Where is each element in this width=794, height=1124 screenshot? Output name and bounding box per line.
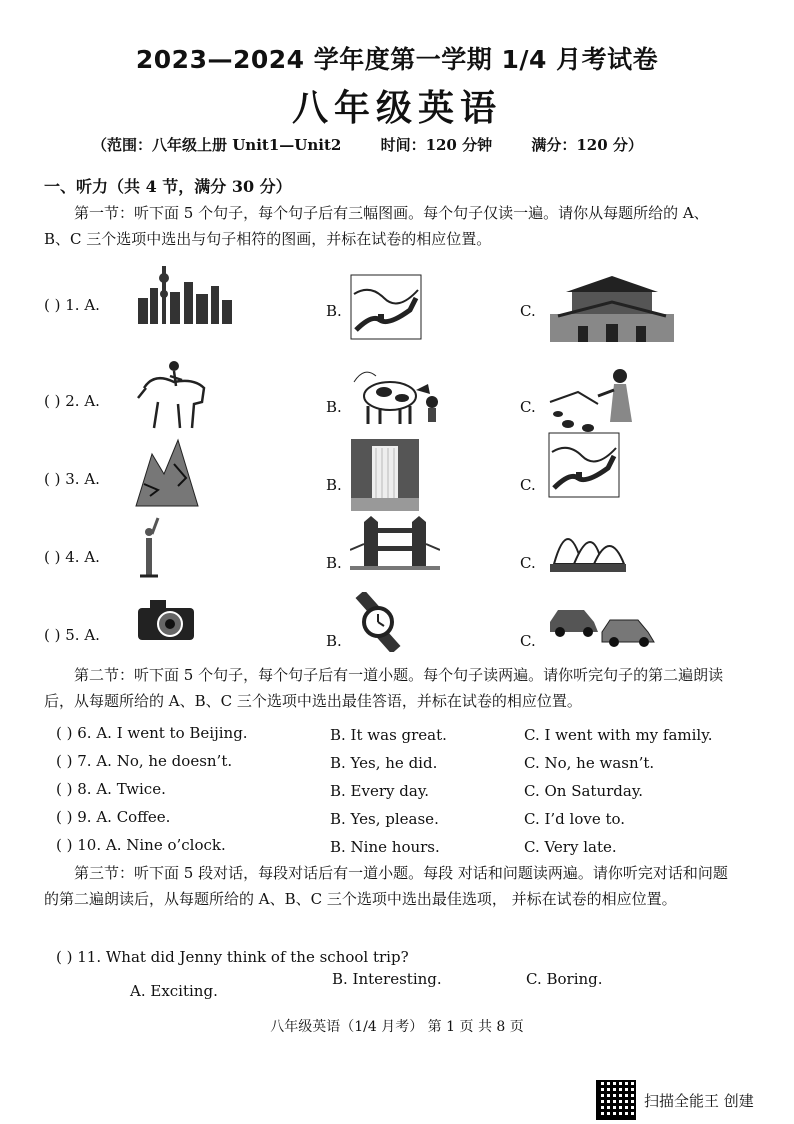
page-footer: 八年级英语（1/4 月考） 第 1 页 共 8 页	[270, 1019, 524, 1035]
question-8-option-b[interactable]: B. Every day.	[330, 782, 430, 800]
question-9-option-b[interactable]: B. Yes, please.	[330, 810, 439, 828]
exam-info	[92, 134, 677, 155]
question-7-option-b[interactable]: B. Yes, he did.	[330, 754, 438, 772]
question-2-option-c-label: C.	[520, 398, 536, 416]
question-8-option-a[interactable]: ( ) 8. A. Twice.	[56, 780, 166, 798]
mountain-image[interactable]	[134, 434, 200, 512]
great-wall-image[interactable]	[548, 432, 620, 502]
great-wall-image[interactable]	[350, 274, 422, 344]
question-3-option-c-label: C.	[520, 476, 536, 494]
tower-bridge-image[interactable]	[350, 516, 440, 578]
question-11-stem: ( ) 11. What did Jenny think of the school trip?	[56, 948, 409, 966]
watermark-text: 扫描全能王 创建	[644, 1091, 754, 1110]
question-10-option-b[interactable]: B. Nine hours.	[330, 838, 440, 856]
watch-image[interactable]	[350, 592, 406, 656]
exam-title: 2023—2024 学年度第一学期 1/4 月考试卷	[135, 45, 659, 74]
section-title: 一、听力（共 4 节，满分 30 分）	[44, 177, 292, 196]
exam-scope: （范围：八年级上册 Unit1—Unit2	[92, 136, 342, 154]
camera-image[interactable]	[134, 596, 198, 648]
subject-title: 八年级英语	[291, 88, 502, 129]
question-1-option-b-label: B.	[326, 302, 342, 320]
exam-score: 满分：120 分）	[531, 136, 643, 154]
question-9-option-c[interactable]: C. I’d love to.	[524, 810, 626, 828]
part2-instructions: 第二节：听下面 5 个句子，每个句子后有一道小题。每个句子读两遍。请你听完句子的第二遍朗读后，从每题所给的 A、B、C 三个选项中选出最佳答语，并标在试卷的相应位置。	[44, 666, 724, 710]
question-1-label: ( ) 1. A.	[44, 296, 100, 314]
question-5-label: ( ) 5. A.	[44, 626, 100, 644]
question-6-option-b[interactable]: B. It was great.	[330, 726, 447, 744]
exam-time: 时间：120 分钟	[380, 136, 493, 154]
question-11-option-b[interactable]: B. Interesting.	[332, 970, 442, 988]
question-6-option-c[interactable]: C. I went with my family.	[524, 726, 713, 744]
cow-milking-image[interactable]	[350, 362, 446, 434]
question-7-option-c[interactable]: C. No, he wasn’t.	[524, 754, 655, 772]
question-8-option-c[interactable]: C. On Saturday.	[524, 782, 644, 800]
scanner-watermark	[596, 1080, 754, 1120]
question-3-label: ( ) 3. A.	[44, 470, 100, 488]
city-skyline-image[interactable]	[134, 258, 234, 330]
question-10-option-c[interactable]: C. Very late.	[524, 838, 617, 856]
question-4-label: ( ) 4. A.	[44, 548, 100, 566]
qr-code-icon	[596, 1080, 636, 1120]
question-1-option-c-label: C.	[520, 302, 536, 320]
question-2-label: ( ) 2. A.	[44, 392, 100, 410]
question-5-option-c-label: C.	[520, 632, 536, 650]
question-4-option-c-label: C.	[520, 554, 536, 572]
question-6-option-a[interactable]: ( ) 6. A. I went to Beijing.	[56, 724, 248, 742]
part3-instructions: 第三节：听下面 5 段对话，每段对话后有一道小题。每段 对话和问题读两遍。请你听完对话和问题的第二遍朗读后，从每题所给的 A、B、C 三个选项中选出最佳选项， 并标在试卷的相应位置。	[44, 864, 728, 908]
question-4-option-b-label: B.	[326, 554, 342, 572]
waterfall-image[interactable]	[350, 438, 420, 516]
opera-house-image[interactable]	[548, 510, 628, 578]
question-7-option-a[interactable]: ( ) 7. A. No, he doesn’t.	[56, 752, 233, 770]
statue-of-liberty-image[interactable]	[134, 514, 164, 582]
horse-rider-image[interactable]	[134, 358, 214, 438]
question-2-option-b-label: B.	[326, 398, 342, 416]
question-3-option-b-label: B.	[326, 476, 342, 494]
cars-image[interactable]	[548, 596, 660, 652]
question-10-option-a[interactable]: ( ) 10. A. Nine o’clock.	[56, 836, 226, 854]
question-5-option-b-label: B.	[326, 632, 342, 650]
question-11-option-a[interactable]: A. Exciting.	[130, 982, 218, 1000]
part1-instructions: 第一节：听下面 5 个句子，每个句子后有三幅图画。每个句子仅读一遍。请你从每题所给的 A、B、C 三个选项中选出与句子相符的图画，并标在试卷的相应位置。	[44, 204, 709, 248]
question-9-option-a[interactable]: ( ) 9. A. Coffee.	[56, 808, 171, 826]
question-11-option-c[interactable]: C. Boring.	[526, 970, 603, 988]
feeding-chickens-image[interactable]	[548, 362, 640, 440]
palace-gate-image[interactable]	[548, 270, 676, 348]
